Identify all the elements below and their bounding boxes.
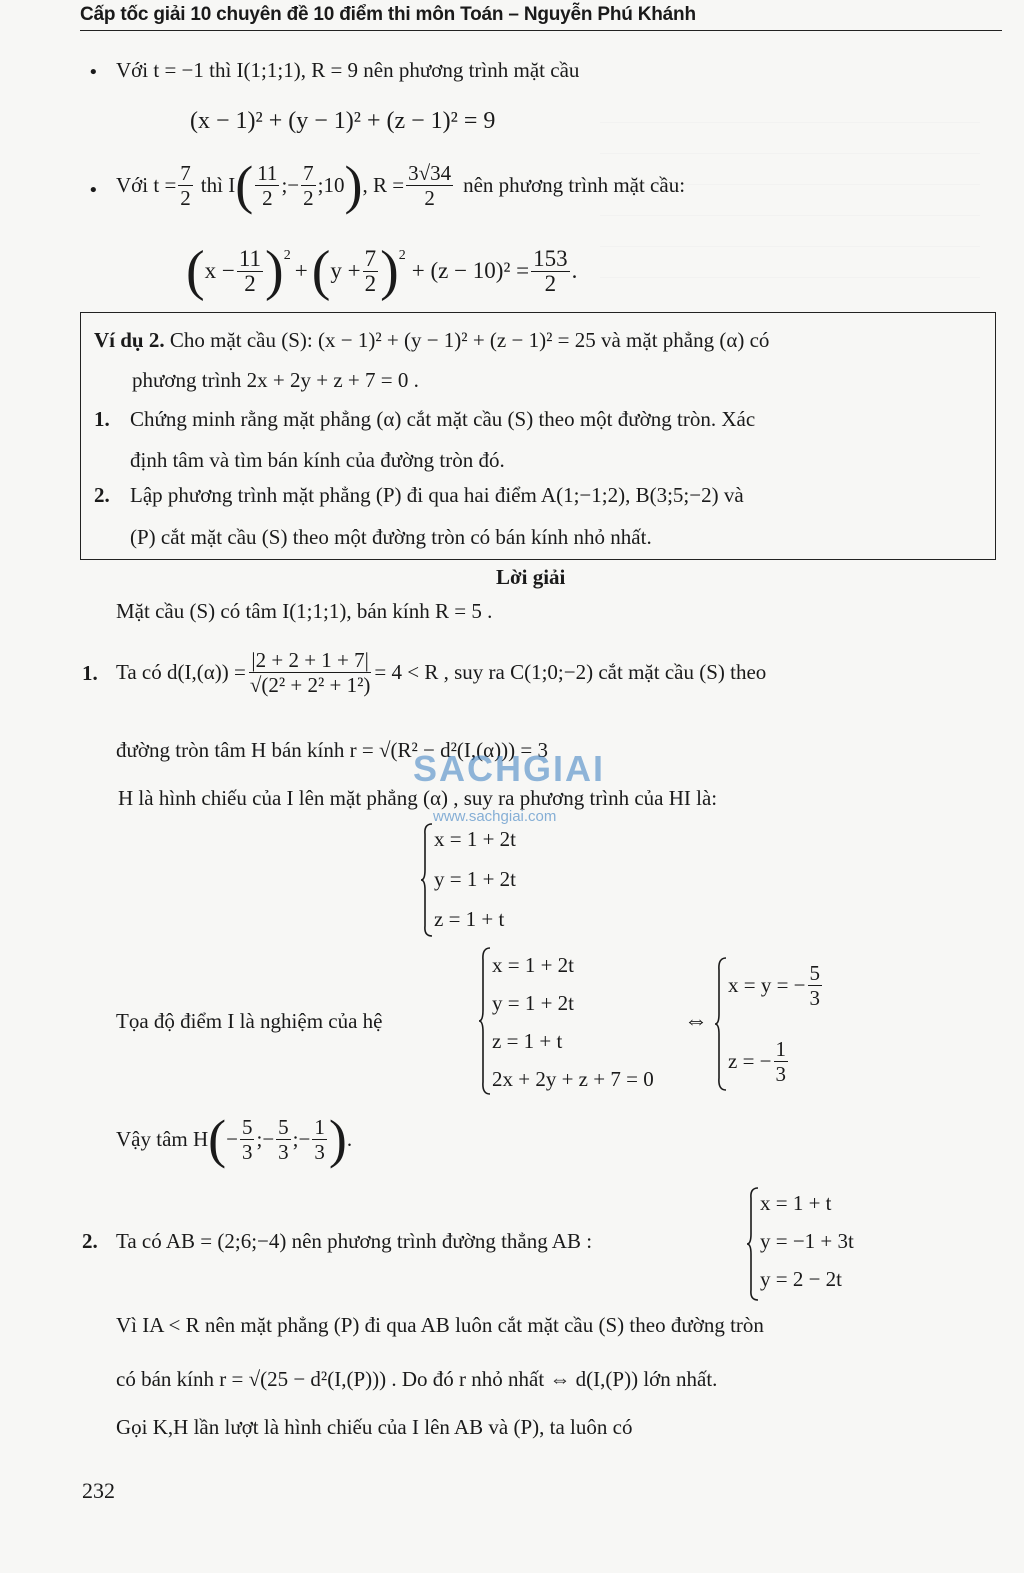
system-label: Tọa độ điểm I là nghiệm của hệ (116, 1009, 383, 1033)
brace-icon (420, 822, 434, 938)
part2-line3: có bán kính r = √(25 − d²(I,(P))) . Do đó r nhỏ nhất ⇔ d(I,(P)) lớn nhất. (116, 1367, 718, 1391)
fraction: $\frac{11}{2}$ (257, 160, 278, 210)
system-row: x = y = − $\frac{5}{3}$ (728, 960, 821, 1010)
case2-mid: thì I (200, 173, 236, 197)
example-line2: phương trình 2x + 2y + z + 7 = 0 . (132, 368, 419, 392)
system-row: 2x + 2y + z + 7 = 0 (492, 1067, 654, 1091)
part1-line1: Ta có d(I,(α)) = $\frac{|2 + 2 + 1 + 7|}{\text{√(2² + 2² + 1²)}}$ = 4 < R , suy ra C(1;0;−2) cắt mặt cầu (S) theo (116, 647, 767, 697)
system-row: z = − $\frac{1}{3}$ (728, 1036, 787, 1086)
fraction: $\frac{5}{3}$ (241, 1114, 253, 1164)
bullet: • (88, 62, 99, 83)
part2-line2: Vì IA < R nên mặt phẳng (P) đi qua AB luôn cắt mặt cầu (S) theo đường tròn (116, 1313, 764, 1337)
part-number: 1. (82, 661, 98, 685)
system-row: z = 1 + t (434, 907, 505, 931)
center-h: Vậy tâm H ( − $\frac{5}{3}$ ;− $\frac{5}{3}$ ;− $\frac{1}{3}$ ) . (116, 1109, 353, 1169)
brace-icon (714, 956, 728, 1092)
system-row: y = 1 + 2t (492, 991, 575, 1015)
fraction: $\frac{7}{2}$ (364, 245, 377, 296)
case2-line: Với t = $\frac{7}{2}$ thì I ( $\frac{11}{2}$ ;− $\frac{7}{2}$ ;10 ) , R = $\frac{3√34}{2}$ nên phương trình mặt cầu: (116, 155, 686, 215)
coordinate-system-right (714, 956, 874, 1092)
case1-text: Với t = −1 thì I(1;1;1), R = 9 nên phương trình mặt cầu (116, 58, 580, 82)
bullet: • (88, 180, 99, 201)
fraction: $\frac{5}{3}$ (809, 960, 821, 1010)
case2-i3: ;10 (317, 173, 345, 197)
case2-prefix: Với t = (116, 173, 177, 197)
fraction: $\frac{1}{3}$ (314, 1114, 325, 1164)
equivalence-symbol: ⇔ (684, 1008, 708, 1034)
ab-line-system (746, 1186, 896, 1302)
part2-line1: Ta có AB = (2;6;−4) nên phương trình đường thẳng AB : (116, 1229, 593, 1253)
fraction: $\frac{5}{3}$ (278, 1114, 289, 1164)
running-header: Cấp tốc giải 10 chuyên đề 10 điểm thi môn Toán – Nguyễn Phú Khánh (80, 4, 1002, 31)
fraction: $\frac{3√34}{2}$ (408, 160, 452, 210)
fraction: $\frac{11}{2}$ (238, 245, 262, 296)
part2-line4: Gọi K,H lần lượt là hình chiếu của I lên AB và (P), ta luôn có (116, 1415, 633, 1439)
question2-line2: (P) cắt mặt cầu (S) theo một đường tròn có bán kính nhỏ nhất. (130, 525, 652, 549)
brace-icon (478, 946, 492, 1096)
watermark-url: www.sachgiai.com (433, 808, 557, 825)
system-row: y = −1 + 3t (760, 1229, 854, 1253)
question1-line2: định tâm và tìm bán kính của đường tròn đó. (130, 448, 505, 472)
part1-line3: H là hình chiếu của I lên mặt phẳng (α) , suy ra phương trình của HI là: (118, 786, 718, 810)
case2-suffix: nên phương trình mặt cầu: (463, 173, 686, 197)
solution-intro: Mặt cầu (S) có tâm I(1;1;1), bán kính R = 5 . (116, 599, 493, 623)
coordinate-system-left (478, 946, 678, 1096)
system-row: z = 1 + t (492, 1029, 563, 1053)
part-number: 2. (82, 1229, 98, 1253)
question1-line1: Chứng minh rằng mặt phẳng (α) cắt mặt cầu (S) theo một đường tròn. Xác (130, 407, 756, 431)
system-row: y = 2 − 2t (760, 1267, 843, 1291)
case2-r-label: , R = (362, 173, 405, 197)
hi-equation-system (420, 822, 540, 938)
fraction: $\frac{7}{2}$ (303, 160, 314, 210)
watermark-logo: SACHGIAI (413, 748, 606, 789)
example-label: Ví dụ 2. (94, 328, 165, 352)
part1-line2: đường tròn tâm H bán kính r = √(R² − d²(I,(α))) = 3 (116, 738, 548, 762)
case2-equation: ( x − $\frac{11}{2}$ ) 2 + ( y + $\frac{7}{2}$ ) 2 + (z − 10)² = $\frac{153}{2}$ . (186, 240, 578, 302)
example-line1: Ví dụ 2. Cho mặt cầu (S): (x − 1)² + (y − 1)² + (z − 1)² = 25 và mặt phẳng (α) có (94, 328, 770, 352)
case1-equation: (x − 1)² + (y − 1)² + (z − 1)² = 9 (190, 108, 496, 134)
question2-line1: Lập phương trình mặt phẳng (P) đi qua hai điểm A(1;−1;2), B(3;5;−2) và (130, 483, 744, 507)
question-number: 1. (94, 407, 110, 431)
brace-icon (746, 1186, 760, 1302)
fraction: $\frac{1}{3}$ (775, 1036, 787, 1086)
case2-eq-c: + (z − 10)² = (411, 258, 530, 283)
system-row: x = 1 + 2t (434, 827, 517, 851)
fraction: $\frac{7}{2}$ (180, 160, 191, 210)
page-number: 232 (82, 1478, 115, 1503)
system-row: x = 1 + 2t (492, 953, 575, 977)
fraction: $\frac{153}{2}$ (533, 245, 568, 296)
system-row: y = 1 + 2t (434, 867, 517, 891)
system-row: x = 1 + t (760, 1191, 832, 1215)
fraction: $\frac{|2 + 2 + 1 + 7|}{\text{√(2² + 2² + 1²)}}$ (249, 647, 371, 697)
solution-title: Lời giải (496, 565, 566, 589)
question-number: 2. (94, 483, 110, 507)
